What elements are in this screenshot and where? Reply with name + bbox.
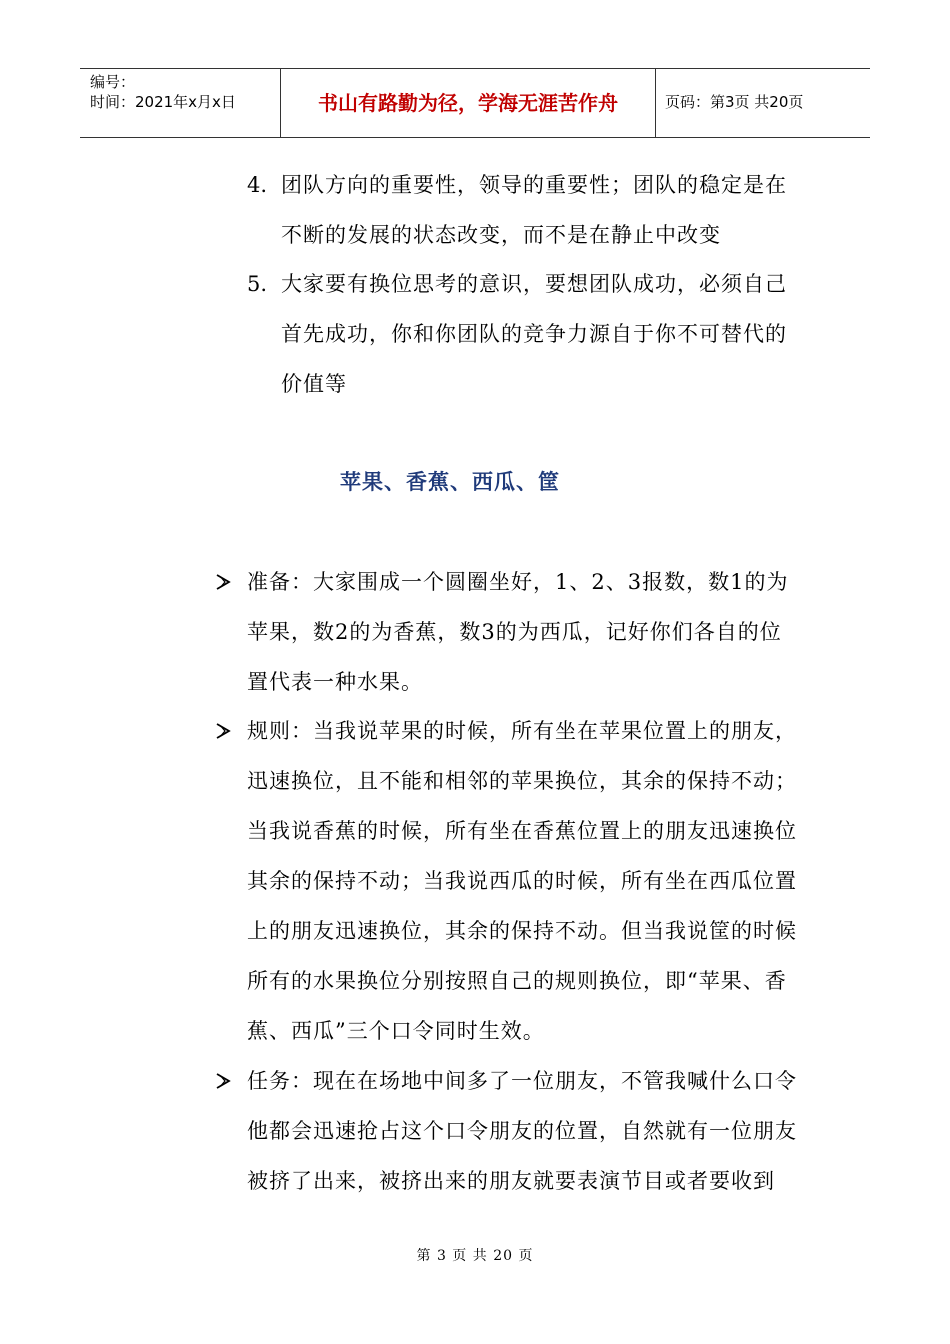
- list-number: 4.: [247, 173, 268, 197]
- time-label: 时间：2021年x月x日: [90, 93, 236, 111]
- bullet-item: [247, 557, 788, 707]
- header-motto-cell: [280, 69, 656, 137]
- page-header: [80, 68, 870, 138]
- page-footer: 第 3 页 共 20 页: [416, 1248, 534, 1264]
- bullet-item: [247, 706, 797, 1056]
- bullet-line: 上的朋友迅速换位，其余的保持不动。但当我说筐的时候: [247, 919, 797, 943]
- list-item: [281, 160, 787, 260]
- header-motto: 书山有路勤为径，学海无涯苦作舟: [318, 91, 618, 115]
- arrow-bullet-icon: [213, 1056, 235, 1106]
- list-item-line: 不断的发展的状态改变，而不是在静止中改变: [281, 223, 721, 247]
- list-item-line: 价值等: [281, 372, 347, 396]
- bullet-line: 迅速换位，且不能和相邻的苹果换位，其余的保持不动；: [247, 769, 797, 793]
- arrow-bullet-icon: [213, 706, 235, 756]
- bullet-line: 规则：当我说苹果的时候，所有坐在苹果位置上的朋友，: [247, 719, 797, 743]
- header-page-cell: [655, 69, 870, 137]
- bullet-line: 被挤了出来，被挤出来的朋友就要表演节目或者要收到: [247, 1169, 775, 1193]
- list-number: 5.: [247, 272, 268, 296]
- list-item: [281, 259, 787, 409]
- bullet-line: 他都会迅速抢占这个口令朋友的位置，自然就有一位朋友: [247, 1119, 797, 1143]
- bullet-line: 置代表一种水果。: [247, 670, 423, 694]
- bullet-line: 其余的保持不动；当我说西瓜的时候，所有坐在西瓜位置: [247, 869, 797, 893]
- number-label: 编号：: [90, 73, 136, 91]
- list-item-line: 大家要有换位思考的意识，要想团队成功，必须自己: [281, 272, 787, 296]
- header-info-cell: [80, 69, 280, 137]
- list-item-line: 首先成功，你和你团队的竞争力源自于你不可替代的: [281, 322, 787, 346]
- arrow-bullet-icon: [213, 557, 235, 607]
- list-item-line: 团队方向的重要性，领导的重要性；团队的稳定是在: [281, 173, 787, 197]
- bullet-line: 准备：大家围成一个圆圈坐好，1、2、3报数，数1的为: [247, 570, 789, 594]
- page-code: 页码：第3页 共20页: [665, 93, 804, 111]
- bullet-line: 苹果，数2的为香蕉，数3的为西瓜，记好你们各自的位: [247, 620, 782, 644]
- bullet-item: [247, 1056, 797, 1206]
- bullet-line: 所有的水果换位分别按照自己的规则换位，即“苹果、香: [247, 969, 787, 993]
- bullet-line: 蕉、西瓜”三个口令同时生效。: [247, 1019, 545, 1043]
- bullet-line: 任务：现在在场地中间多了一位朋友，不管我喊什么口令: [247, 1069, 797, 1093]
- bullet-line: 当我说香蕉的时候，所有坐在香蕉位置上的朋友迅速换位: [247, 819, 797, 843]
- section-title: 苹果、香蕉、西瓜、筐: [340, 469, 560, 494]
